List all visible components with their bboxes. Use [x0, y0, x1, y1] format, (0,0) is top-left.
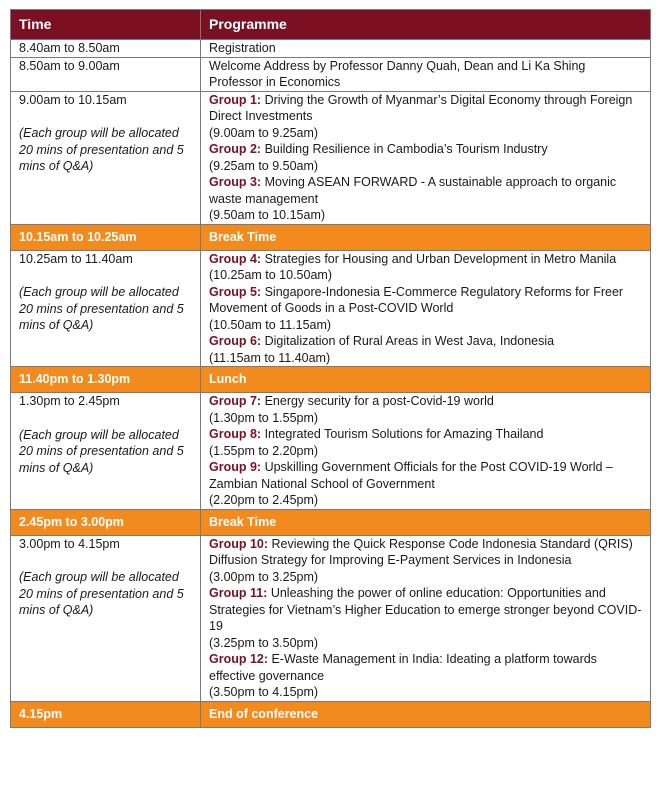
- table-row: [11, 250, 651, 367]
- programme-table: [10, 9, 651, 728]
- group-label: Group 10:: [209, 536, 269, 551]
- group-title: Energy security for a post-Covid-19 world: [264, 394, 494, 408]
- session-note: (Each group will be allocated 20 mins of presentation and 5 mins of Q&A): [19, 570, 184, 617]
- break-row: [11, 224, 651, 250]
- group-label: Group 9:: [209, 460, 262, 474]
- time-cell: [11, 250, 201, 367]
- programme-cell: Break Time: [201, 509, 651, 535]
- group-label: Group 4:: [209, 251, 262, 266]
- table-row: [11, 40, 651, 58]
- group-item: [209, 92, 642, 142]
- group-item: [209, 459, 642, 509]
- group-title: Integrated Tourism Solutions for Amazing Thailand: [264, 427, 544, 441]
- table-row: [11, 91, 651, 224]
- break-row: [11, 367, 651, 393]
- session-note: (Each group will be allocated 20 mins of presentation and 5 mins of Q&A): [19, 427, 184, 475]
- time-cell: 10.15am to 10.25am: [11, 224, 201, 250]
- time-cell: [11, 393, 201, 510]
- group-title: Digitalization of Rural Areas in West Java, Indonesia: [264, 334, 555, 348]
- session-time: 10.25am to 11.40am: [19, 251, 133, 266]
- group-item: [209, 536, 642, 586]
- group-label: Group 8:: [209, 427, 262, 441]
- group-label: Group 7:: [209, 394, 262, 408]
- programme-cell: Welcome Address by Professor Danny Quah, Dean and Li Ka Shing Professor in Economics: [201, 57, 651, 91]
- group-label: Group 1:: [209, 92, 262, 107]
- group-title: Singapore-Indonesia E-Commerce Regulatory Reforms for Freer Movement of Goods in a Post-COVID World: [209, 284, 624, 315]
- group-slot: (3.50pm to 4.15pm): [209, 685, 319, 699]
- programme-cell: Registration: [201, 40, 651, 58]
- group-slot: (3.25pm to 3.50pm): [209, 635, 319, 650]
- group-slot: (11.15am to 11.40am): [209, 350, 331, 365]
- group-slot: (1.30pm to 1.55pm): [209, 410, 319, 425]
- table-row: [11, 535, 651, 701]
- group-label: Group 2:: [209, 142, 262, 156]
- group-label: Group 12:: [209, 652, 269, 666]
- group-title: Reviewing the Quick Response Code Indonesia Standard (QRIS) Diffusion Strategy for Improving E-Payment Services in Indonesia: [209, 536, 633, 567]
- group-item: [209, 393, 642, 426]
- group-label: Group 11:: [209, 586, 268, 600]
- session-note: (Each group will be allocated 20 mins of presentation and 5 mins of Q&A): [19, 285, 184, 332]
- programme-cell: [201, 393, 651, 510]
- group-item: [209, 651, 642, 701]
- time-cell: 8.50am to 9.00am: [11, 57, 201, 91]
- group-title: Driving the Growth of Myanmar’s Digital Economy through Foreign Direct Investments: [209, 92, 633, 123]
- group-label: Group 6:: [209, 334, 262, 348]
- group-item: [209, 174, 642, 224]
- group-slot: (9.50am to 10.15am): [209, 208, 326, 222]
- group-label: Group 3:: [209, 175, 262, 189]
- time-cell: 8.40am to 8.50am: [11, 40, 201, 58]
- time-cell: 4.15pm: [11, 701, 201, 727]
- group-title: Unleashing the power of online education: Opportunities and Strategies for Vietnam’s Higher Education to emerge stronger beyond COVID-19: [209, 586, 642, 633]
- group-item: [209, 426, 642, 459]
- group-label: Group 5:: [209, 284, 262, 299]
- group-item: [209, 284, 642, 334]
- break-row: [11, 509, 651, 535]
- session-time: 9.00am to 10.15am: [19, 92, 127, 107]
- group-item: [209, 141, 642, 174]
- group-title: Building Resilience in Cambodia’s Tourism Industry: [264, 142, 548, 156]
- programme-cell: [201, 535, 651, 701]
- group-slot: (2.20pm to 2.45pm): [209, 493, 319, 507]
- session-time: 3.00pm to 4.15pm: [19, 536, 120, 551]
- group-item: [209, 585, 642, 651]
- group-slot: (3.00pm to 3.25pm): [209, 569, 319, 584]
- group-title: Strategies for Housing and Urban Development in Metro Manila: [264, 251, 617, 266]
- header-row: [11, 10, 651, 40]
- group-slot: (9.25am to 9.50am): [209, 158, 319, 173]
- group-item: [209, 251, 642, 284]
- break-row: [11, 701, 651, 727]
- table-row: [11, 57, 651, 91]
- programme-cell: [201, 250, 651, 367]
- session-time: 1.30pm to 2.45pm: [19, 394, 120, 408]
- time-cell: 2.45pm to 3.00pm: [11, 509, 201, 535]
- programme-header: Programme: [201, 10, 651, 40]
- programme-cell: [201, 91, 651, 224]
- programme-cell: End of conference: [201, 701, 651, 727]
- group-title: Moving ASEAN FORWARD - A sustainable approach to organic waste management: [209, 175, 617, 206]
- group-slot: (1.55pm to 2.20pm): [209, 443, 319, 458]
- group-title: Upskilling Government Officials for the Post COVID-19 World – Zambian National School of Government: [209, 460, 613, 491]
- group-slot: (10.25am to 10.50am): [209, 268, 332, 282]
- time-cell: [11, 535, 201, 701]
- programme-cell: Break Time: [201, 224, 651, 250]
- group-item: [209, 333, 642, 366]
- time-cell: 11.40pm to 1.30pm: [11, 367, 201, 393]
- session-note: (Each group will be allocated 20 mins of presentation and 5 mins of Q&A): [19, 126, 184, 173]
- programme-cell: Lunch: [201, 367, 651, 393]
- time-cell: [11, 91, 201, 224]
- group-slot: (9.00am to 9.25am): [209, 125, 319, 140]
- group-slot: (10.50am to 11.15am): [209, 317, 332, 332]
- table-row: [11, 393, 651, 510]
- time-header: Time: [11, 10, 201, 40]
- group-title: E-Waste Management in India: Ideating a platform towards effective governance: [209, 652, 597, 683]
